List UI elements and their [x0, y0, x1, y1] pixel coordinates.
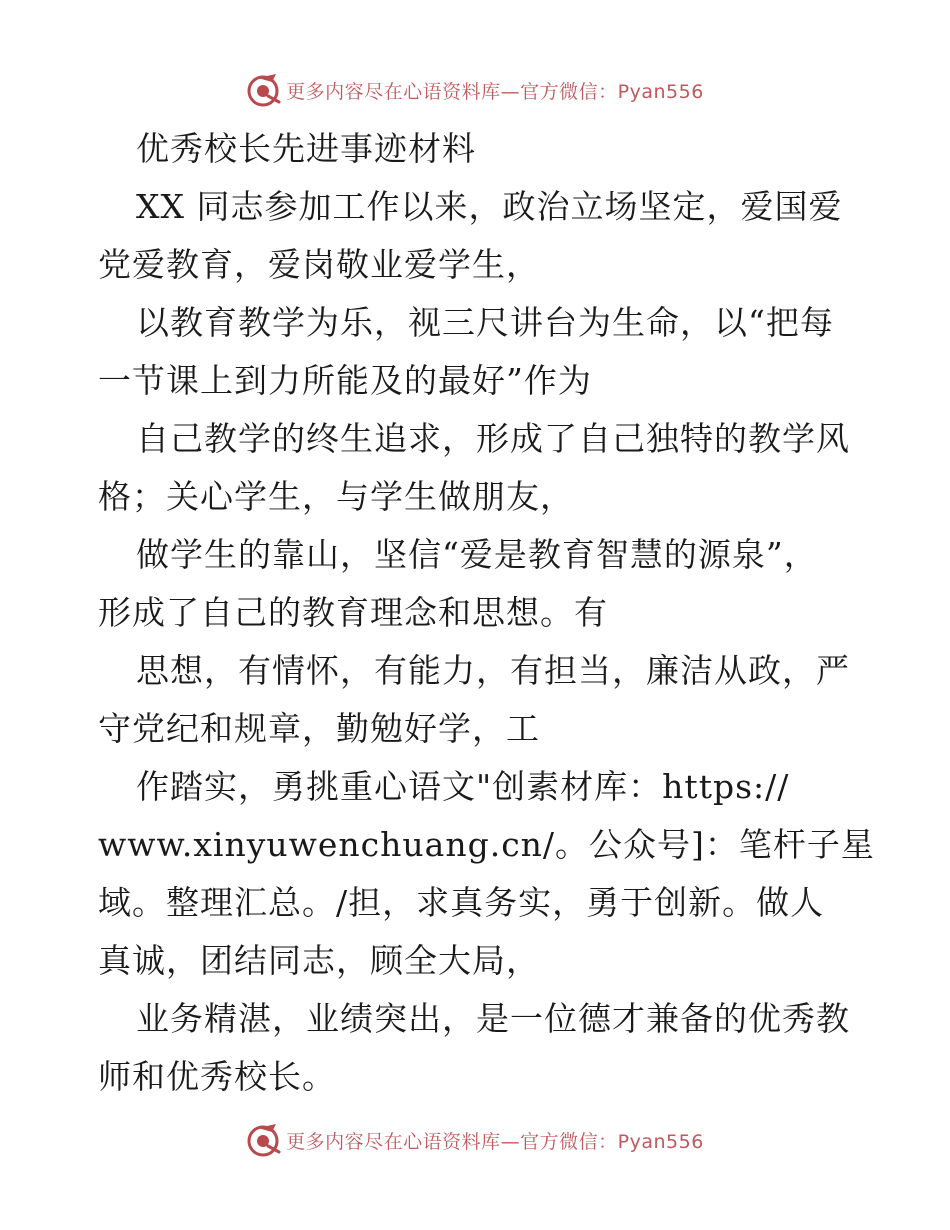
text-line: 形成了自己的教育理念和思想。有: [98, 593, 608, 632]
header-banner-text: 更多内容尽在心语资料库—官方微信：Pyan556: [286, 80, 704, 103]
text-line: 以教育教学为乐，视三尺讲台为生命，以“把每: [136, 303, 834, 342]
text-line: 格；关心学生，与学生做朋友，: [98, 477, 574, 516]
text-line: XX 同志参加工作以来，政治立场坚定，爱国爱: [136, 187, 843, 226]
text-line: 师和优秀校长。: [98, 1057, 336, 1096]
document-body: [98, 120, 875, 1106]
text-line: 党爱教育，爱岗敬业爱学生，: [98, 245, 540, 284]
logo-icon: [246, 1122, 282, 1158]
footer-banner-text: 更多内容尽在心语资料库—官方微信：Pyan556: [286, 1130, 704, 1153]
text-line: 自己教学的终生追求，形成了自己独特的教学风: [136, 419, 850, 458]
footer-banner: [0, 1120, 950, 1160]
text-line: 真诚，团结同志，顾全大局，: [98, 941, 540, 980]
text-line: 作踏实，勇挑重心语文"创素材库：https://: [136, 767, 790, 806]
text-line: 做学生的靠山，坚信“爱是教育智慧的源泉”，: [136, 535, 818, 574]
header-banner: [0, 70, 950, 110]
header-banner-handle: Pyan556: [617, 80, 704, 103]
text-line: www.xinyuwenchuang.cn/。公众号]：笔杆子星: [98, 825, 875, 864]
text-line: 思想，有情怀，有能力，有担当，廉洁从政，严: [136, 651, 850, 690]
footer-banner-handle: Pyan556: [617, 1130, 704, 1153]
text-line: 一节课上到力所能及的最好”作为: [98, 361, 592, 400]
text-line: 域。整理汇总。/担，求真务实，勇于创新。做人: [98, 883, 825, 922]
text-line: 业务精湛，业绩突出，是一位德才兼备的优秀教: [136, 999, 850, 1038]
text-line: 守党纪和规章，勤勉好学，工: [98, 709, 540, 748]
document-title: 优秀校长先进事迹材料: [136, 129, 476, 168]
logo-icon: [246, 72, 282, 108]
